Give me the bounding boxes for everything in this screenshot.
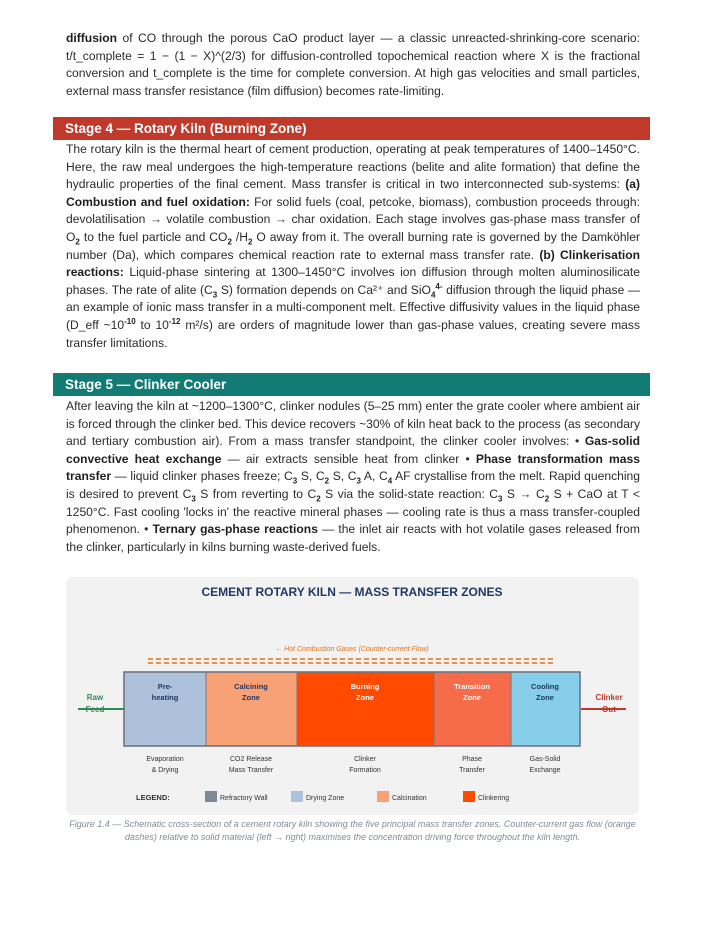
text-run: AF crystallise from the melt. Rapid quenching is desired to prevent C xyxy=(66,469,640,501)
kiln-diagram xyxy=(66,577,639,815)
subscript: 3 xyxy=(292,476,298,486)
zone-label: Zone xyxy=(242,693,260,702)
text-run: to 10 xyxy=(135,317,169,332)
subscript: 3 xyxy=(356,476,361,486)
process-label: Formation xyxy=(349,767,381,774)
zone-label: Pre- xyxy=(157,682,173,691)
text-run: m²/s) are orders of magnitude lower than gas-phase values, creating severe mass transfer limitations. xyxy=(66,317,640,350)
subscript: 2 xyxy=(227,237,232,247)
subscript: 3 xyxy=(212,290,218,300)
zone-label: Cooling xyxy=(531,682,559,691)
process-label: Exchange xyxy=(529,767,561,774)
text-run: to the fuel particle and CO xyxy=(79,229,228,244)
text-run: — air extracts sensible heat from clinker • xyxy=(221,451,476,466)
superscript: 4- xyxy=(435,281,443,291)
zone-label: Burning xyxy=(350,682,380,691)
text-run: The rotary kiln is the thermal heart of cement production, operating at peak temperatures of 1400–1450°C. Here, the raw meal undergoes the high-temperature reactions (belite and alite formation) that define the hydraulic properties of the final cement. Mass transfer is critical in two interconnected sub-systems: xyxy=(66,142,640,192)
process-label: Gas-Solid xyxy=(529,756,561,763)
legend-swatch xyxy=(377,791,389,802)
text-run: O away from it. The overall burning rate is governed by the Damköhler number (Da), which compares chemical reaction rate to external mass transfer rate. xyxy=(66,229,640,262)
stage5-paragraph xyxy=(66,398,640,556)
stage4-paragraph xyxy=(66,141,640,352)
clinker-out-label: Out xyxy=(602,705,616,714)
zone-label: Zone xyxy=(536,693,554,702)
text-run: of CO xyxy=(117,31,157,45)
zone-label: Calcining xyxy=(234,682,268,691)
zone-label: Transition xyxy=(454,682,490,691)
text-run: — the inlet air reacts with hot volatile gases released from the clinker, particularly in kilns burning waste-derived fuels. xyxy=(66,522,640,554)
legend-title: LEGEND: xyxy=(136,793,170,802)
raw-feed-label: Raw xyxy=(86,693,104,702)
bold-term: Ternary gas-phase reactions xyxy=(152,522,318,537)
intro-paragraph xyxy=(66,30,640,100)
text-run: S via the solid-state reaction: C xyxy=(320,486,498,501)
superscript: -12 xyxy=(168,316,181,326)
legend-label: Refractory Wall xyxy=(220,795,268,802)
text-run: S, C xyxy=(297,469,325,484)
subscript: 3 xyxy=(191,494,196,504)
subscript: 4 xyxy=(387,476,393,486)
subscript: 4 xyxy=(430,290,436,300)
process-label: & Drying xyxy=(151,767,179,774)
text-run: — liquid clinker phases freeze; C xyxy=(111,469,293,484)
zone-label: heating xyxy=(151,693,179,702)
text-run: /H xyxy=(231,229,248,244)
text-run: Liquid-phase sintering at 1300–1450°C involves ion diffusion through molten aluminosilicate phases. The rate of alite (C xyxy=(66,265,640,297)
process-label: Mass Transfer xyxy=(228,767,274,774)
legend-swatch xyxy=(205,791,217,802)
text-run: A, C xyxy=(360,469,388,484)
process-label: Phase xyxy=(462,756,482,763)
text-run: S) formation depends on Ca²⁺ and SiO xyxy=(217,282,431,297)
subscript: 2 xyxy=(324,476,330,486)
text-run: S → C xyxy=(502,486,545,501)
legend-swatch xyxy=(291,791,303,802)
legend-label: Calcination xyxy=(392,795,427,802)
bold-term: diffusion xyxy=(66,31,118,45)
process-label: CO2 Release xyxy=(229,756,273,763)
process-label: Evaporation xyxy=(146,756,184,763)
legend-label: Drying Zone xyxy=(306,795,345,802)
bold-term: (b) Clinkerisation reactions: xyxy=(66,247,640,280)
stage5-heading: Stage 5 — Clinker Cooler xyxy=(53,373,650,396)
bold-term: Phase transformation mass transfer xyxy=(66,451,640,484)
figure-caption: Figure 1.4 — Schematic cross-section of a cement rotary kiln showing the five principal mass transfer zones. Counter-current gas flow (orange dashes) relative to solid material (left → right) maximises the concentration driving force throughout the kiln length. xyxy=(69,819,636,842)
zone-label: Zone xyxy=(463,693,481,702)
bold-term: Gas-solid convective heat exchange xyxy=(66,434,640,466)
text-run: S from reverting to C xyxy=(195,486,317,501)
text-run: S + CaO at T < 1250°C. Fast cooling 'locks in' the reactive mineral phases — cooling rate is thus a mass transfer-coupled phenomenon. • xyxy=(66,486,640,537)
subscript: 2 xyxy=(544,494,550,504)
process-label: Transfer xyxy=(459,767,485,774)
figure-title: CEMENT ROTARY KILN — MASS TRANSFER ZONES xyxy=(201,585,503,599)
gas-flow-label: ← Hot Combustion Gases (Counter-current Flow) xyxy=(275,646,429,653)
text-run: S, C xyxy=(329,469,357,484)
text-run: For solid fuels (coal, petcoke, biomass), combustion proceeds through: devolatilisation → volatile combustion → char oxidation. Each stage involves gas-phase mass transfer of O xyxy=(66,194,640,244)
legend-swatch xyxy=(463,791,475,802)
subscript: 2 xyxy=(316,494,321,504)
legend-label: Clinkering xyxy=(478,795,510,802)
subscript: 2 xyxy=(247,237,253,247)
process-label: Clinker xyxy=(354,756,376,763)
stage4-heading: Stage 4 — Rotary Kiln (Burning Zone) xyxy=(53,117,650,140)
superscript: -10 xyxy=(124,316,136,326)
zone-label: Zone xyxy=(356,693,374,702)
subscript: 3 xyxy=(498,494,503,504)
text-run: After leaving the kiln at ~1200–1300°C, clinker nodules (5–25 mm) enter the grate cooler where ambient air is forced through the clinker bed. This device recovers ~30% of kiln heat back to the process (as secondary and tertiary combustion air). From a mass transfer standpoint, the clinker cooler involves: • xyxy=(66,399,640,449)
text-run: through the porous CaO product layer — a classic unreacted-shrinking-core scenario: t/t_complete = 1 − (1 − X)^(2/3) for diffusion-controlled topochemical reaction where X is the fractional conversion and t_complete is the time for complete conversion. At high gas velocities and small particles, external mass transfer resistance (film diffusion) becomes rate-limiting. xyxy=(66,31,640,98)
raw-feed-label: Feed xyxy=(85,705,105,714)
subscript: 2 xyxy=(75,237,80,247)
clinker-out-label: Clinker xyxy=(595,693,623,702)
bold-term: (a) Combustion and fuel oxidation: xyxy=(66,177,640,209)
text-run: diffusion through the liquid phase — an example of ionic mass transfer in a multi-component melt. Effective diffusivity values in the liquid phase (D_eff ~10 xyxy=(66,282,640,332)
